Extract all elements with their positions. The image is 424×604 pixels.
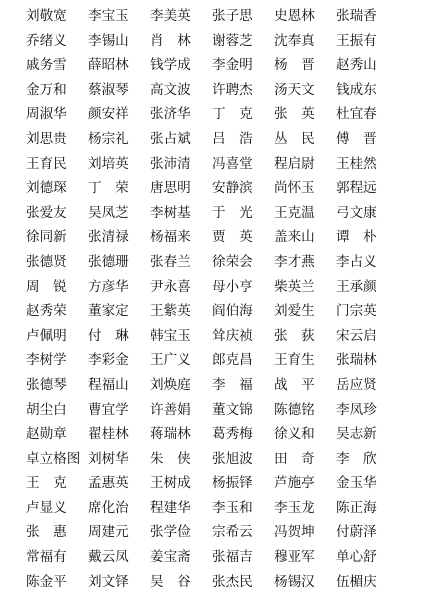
name-cell: 安静滨 bbox=[212, 180, 253, 197]
name-cell: 丁 克 bbox=[212, 106, 253, 123]
name-cell: 徐义和 bbox=[274, 426, 315, 443]
name-cell: 张占斌 bbox=[150, 130, 191, 147]
name-cell: 席化治 bbox=[88, 499, 129, 516]
name-cell: 李锡山 bbox=[88, 32, 129, 49]
name-cell: 肖 林 bbox=[150, 32, 191, 49]
name-cell: 张福吉 bbox=[212, 549, 253, 566]
name-cell: 卢佩明 bbox=[26, 327, 67, 344]
name-cell: 吕 浩 bbox=[212, 130, 253, 147]
name-cell: 刘德琛 bbox=[26, 180, 67, 197]
name-cell: 杜宜春 bbox=[336, 106, 377, 123]
name-cell: 姜宝斋 bbox=[150, 549, 191, 566]
name-cell: 徐荣会 bbox=[212, 253, 253, 270]
name-cell: 金万和 bbox=[26, 81, 67, 98]
name-cell: 张清禄 bbox=[88, 229, 129, 246]
name-cell: 李玉龙 bbox=[274, 499, 315, 516]
name-cell: 柴英兰 bbox=[274, 278, 315, 295]
name-cell: 刘爱生 bbox=[274, 303, 315, 320]
name-cell: 赵秀山 bbox=[336, 57, 377, 74]
name-cell: 李树基 bbox=[150, 204, 191, 221]
name-cell: 刘焕庭 bbox=[150, 376, 191, 393]
name-cell: 戚务雪 bbox=[26, 57, 67, 74]
name-cell: 张子思 bbox=[212, 8, 253, 24]
name-cell: 许善娟 bbox=[150, 401, 191, 418]
name-cell: 高文波 bbox=[150, 81, 191, 98]
name-cell: 母小亨 bbox=[212, 278, 253, 295]
name-cell: 王紫英 bbox=[150, 303, 191, 320]
name-cell: 阎伯海 bbox=[212, 303, 253, 320]
name-cell: 钱学成 bbox=[150, 57, 191, 74]
name-cell: 张沛清 bbox=[150, 155, 191, 172]
name-cell: 沈奉真 bbox=[274, 32, 315, 49]
name-cell: 胡尘白 bbox=[26, 401, 67, 418]
name-cell: 芦施亭 bbox=[274, 475, 315, 492]
name-cell: 朱 侠 bbox=[150, 450, 191, 467]
name-cell: 冯贺坤 bbox=[274, 524, 315, 541]
name-cell: 戴云凤 bbox=[88, 549, 129, 566]
name-cell: 张旭波 bbox=[212, 450, 253, 467]
name-cell: 张德琴 bbox=[26, 376, 67, 393]
name-cell: 李 欣 bbox=[336, 450, 377, 467]
name-cell: 付蔚泽 bbox=[336, 524, 377, 541]
name-cell: 张学俭 bbox=[150, 524, 191, 541]
name-cell: 刘培英 bbox=[88, 155, 129, 172]
name-cell: 吴志新 bbox=[336, 426, 377, 443]
name-cell: 刘文铎 bbox=[88, 573, 129, 590]
name-cell: 冯喜堂 bbox=[212, 155, 253, 172]
name-cell: 杨锡汉 bbox=[274, 573, 315, 590]
name-cell: 陈德铭 bbox=[274, 401, 315, 418]
name-cell: 王桂然 bbox=[336, 155, 377, 172]
name-cell: 张杰民 bbox=[212, 573, 253, 590]
name-cell: 王树成 bbox=[150, 475, 191, 492]
name-cell: 薛昭林 bbox=[88, 57, 129, 74]
name-cell: 丁 荣 bbox=[88, 180, 129, 197]
name-cell: 程启尉 bbox=[274, 155, 315, 172]
name-cell: 李彩金 bbox=[88, 352, 129, 369]
name-cell: 张瑞林 bbox=[336, 352, 377, 369]
name-cell: 韩宝玉 bbox=[150, 327, 191, 344]
name-cell: 曹宜学 bbox=[88, 401, 129, 418]
name-cell: 王承颜 bbox=[336, 278, 377, 295]
name-cell: 杨宗礼 bbox=[88, 130, 129, 147]
name-cell: 吴凤芝 bbox=[88, 204, 129, 221]
name-cell: 葛秀梅 bbox=[212, 426, 253, 443]
name-cell: 傅 晋 bbox=[336, 130, 377, 147]
name-cell: 董家定 bbox=[88, 303, 129, 320]
name-cell: 孟惠英 bbox=[88, 475, 129, 492]
name-cell: 刘树华 bbox=[88, 450, 129, 467]
name-cell: 赵秀荣 bbox=[26, 303, 67, 320]
name-cell: 伍楣庆 bbox=[336, 573, 377, 590]
name-cell: 战 平 bbox=[274, 376, 315, 393]
name-cell: 周 锐 bbox=[26, 278, 67, 295]
name-cell: 李宝玉 bbox=[88, 8, 129, 24]
name-cell: 卓立格图 bbox=[26, 450, 81, 467]
name-cell: 蒋瑞林 bbox=[150, 426, 191, 443]
name-cell: 董文锦 bbox=[212, 401, 253, 418]
name-cell: 蔡淑琴 bbox=[88, 81, 129, 98]
name-cell: 宋云启 bbox=[336, 327, 377, 344]
name-cell: 徐同新 bbox=[26, 229, 67, 246]
name-cell: 张 英 bbox=[274, 106, 315, 123]
name-cell: 周建元 bbox=[88, 524, 129, 541]
name-cell: 钱成东 bbox=[336, 81, 377, 98]
name-cell: 张瑞香 bbox=[336, 8, 377, 24]
name-cell: 谢蓉芝 bbox=[212, 32, 253, 49]
name-cell: 李金明 bbox=[212, 57, 253, 74]
name-cell: 杨 晋 bbox=[274, 57, 315, 74]
name-cell: 盖来山 bbox=[274, 229, 315, 246]
name-cell: 王振有 bbox=[336, 32, 377, 49]
name-cell: 程建华 bbox=[150, 499, 191, 516]
name-cell: 杨福来 bbox=[150, 229, 191, 246]
name-cell: 张德贤 bbox=[26, 253, 67, 270]
name-cell: 李才燕 bbox=[274, 253, 315, 270]
name-cell: 郭程远 bbox=[336, 180, 377, 197]
name-cell: 李占义 bbox=[336, 253, 377, 270]
name-cell: 汤天文 bbox=[274, 81, 315, 98]
name-cell: 许聘杰 bbox=[212, 81, 253, 98]
name-cell: 刘思贵 bbox=[26, 130, 67, 147]
name-cell: 宗希云 bbox=[212, 524, 253, 541]
name-cell: 唐思明 bbox=[150, 180, 191, 197]
name-cell: 谭 朴 bbox=[336, 229, 377, 246]
name-cell: 张 惠 bbox=[26, 524, 67, 541]
name-cell: 王 克 bbox=[26, 475, 67, 492]
name-cell: 周淑华 bbox=[26, 106, 67, 123]
name-cell: 贾 英 bbox=[212, 229, 253, 246]
name-cell: 弓文康 bbox=[336, 204, 377, 221]
name-cell: 杨振铎 bbox=[212, 475, 253, 492]
name-cell: 李凤珍 bbox=[336, 401, 377, 418]
name-cell: 穆亚军 bbox=[274, 549, 315, 566]
name-cell: 王广义 bbox=[150, 352, 191, 369]
name-cell: 颜安祥 bbox=[88, 106, 129, 123]
name-cell: 李树学 bbox=[26, 352, 67, 369]
name-cell: 岳应贤 bbox=[336, 376, 377, 393]
name-cell: 王克温 bbox=[274, 204, 315, 221]
name-cell: 吴 谷 bbox=[150, 573, 191, 590]
name-cell: 金玉华 bbox=[336, 475, 377, 492]
name-cell: 王育民 bbox=[26, 155, 67, 172]
name-list-table bbox=[26, 4, 398, 594]
name-cell: 常福有 bbox=[26, 549, 67, 566]
name-cell: 耸庆祯 bbox=[212, 327, 253, 344]
name-cell: 尹永喜 bbox=[150, 278, 191, 295]
name-cell: 李美英 bbox=[150, 8, 191, 24]
name-cell: 翟桂林 bbox=[88, 426, 129, 443]
name-cell: 门宗英 bbox=[336, 303, 377, 320]
name-cell: 付 琳 bbox=[88, 327, 129, 344]
name-cell: 乔绪义 bbox=[26, 32, 67, 49]
name-cell: 李 福 bbox=[212, 376, 253, 393]
name-cell: 陈金平 bbox=[26, 573, 67, 590]
name-cell: 张春兰 bbox=[150, 253, 191, 270]
name-cell: 程福山 bbox=[88, 376, 129, 393]
name-cell: 李玉和 bbox=[212, 499, 253, 516]
name-cell: 张济华 bbox=[150, 106, 191, 123]
name-cell: 陈正海 bbox=[336, 499, 377, 516]
name-cell: 于 光 bbox=[212, 204, 253, 221]
name-cell: 单心舒 bbox=[336, 549, 377, 566]
name-cell: 张爱友 bbox=[26, 204, 67, 221]
name-cell: 郎克昌 bbox=[212, 352, 253, 369]
name-cell: 史恩林 bbox=[274, 8, 315, 24]
name-cell: 刘敬宽 bbox=[26, 8, 67, 24]
name-cell: 方彦华 bbox=[88, 278, 129, 295]
name-cell: 卢显义 bbox=[26, 499, 67, 516]
name-cell: 丛 民 bbox=[274, 130, 315, 147]
name-cell: 王育生 bbox=[274, 352, 315, 369]
name-cell: 张德珊 bbox=[88, 253, 129, 270]
name-cell: 田 奇 bbox=[274, 450, 315, 467]
name-cell: 尚怀玉 bbox=[274, 180, 315, 197]
name-cell: 张 荻 bbox=[274, 327, 315, 344]
name-cell: 赵勋章 bbox=[26, 426, 67, 443]
